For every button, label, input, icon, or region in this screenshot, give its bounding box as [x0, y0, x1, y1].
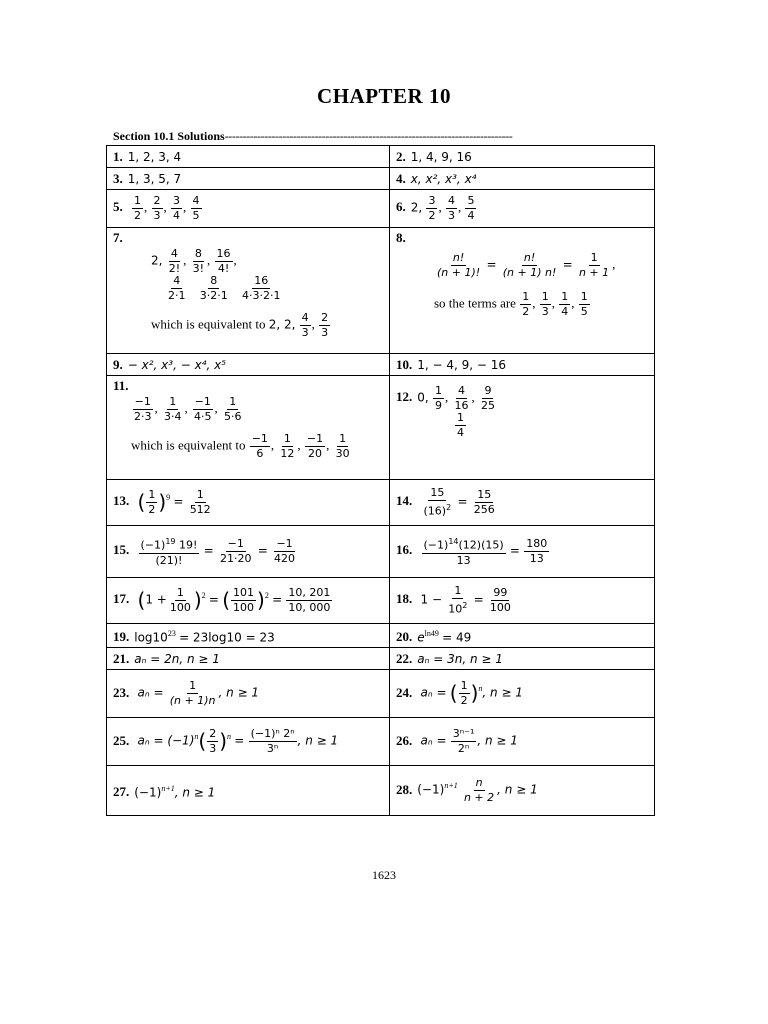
problem-7: 7. 2, $\frac{4}{2!}$ , $\frac{8}{3!}$ , $\frac{16}{4!}$ , $\frac{4}{2\cdot 1}$ $\frac{8}{3\cdot 2\cdot 1}$ $\frac{16}{4\cdot 3\cdot 2\cdot 1}$ which is equivalent to 2, 2, $\frac{4}{3}$ , $\frac{2}{3}$	[107, 228, 390, 354]
fraction: $\frac{3}{4}$	[173, 194, 180, 222]
problem-1	[107, 146, 390, 168]
fraction: $\frac{9}{25}$	[480, 384, 495, 412]
table-row	[107, 354, 655, 376]
problem-8: 8. $\frac{n!}{(n + 1)!}$ = $\frac{n!}{(n + 1) n!}$ = $\frac{1}{n + 1}$ , so the terms are $\frac{1}{2}$ , $\frac{1}{3}$ , $\frac{1}{4}$ , $\frac{1}{5}$	[390, 228, 655, 354]
problem-answer: 1, 3, 5, 7	[127, 171, 182, 186]
fraction: $\frac{-1}{2\cdot 3}$	[134, 395, 152, 423]
problem-number: 12.	[396, 389, 413, 405]
fraction: $\frac{4}{2!}$	[168, 247, 181, 275]
fraction: $\frac{2}{3}$	[321, 311, 329, 339]
table-row	[107, 376, 655, 480]
problem-23: 23. aₙ = $\frac{1}{(n + 1)n}$ , n ≥ 1	[107, 670, 390, 718]
fraction: $\frac{-1}{4\cdot 5}$	[194, 395, 212, 423]
fraction: $\frac{(-1)^{14}(12)(15)}{13}$	[423, 537, 504, 567]
fraction: $\frac{n!}{(n + 1)!}$	[437, 251, 481, 279]
solutions-table	[106, 145, 655, 816]
fraction: $\frac{1}{5\cdot 6}$	[224, 395, 242, 423]
problem-3	[107, 168, 390, 190]
section-title: Section 10.1 Solutions	[113, 129, 225, 143]
problem-number: 9.	[113, 356, 123, 372]
prefix: 2,	[410, 200, 423, 215]
problem-number: 7.	[113, 230, 123, 245]
problem-number: 14.	[396, 493, 413, 509]
problem-number: 6.	[396, 199, 406, 215]
fraction: $\frac{\text{(−1)ⁿ 2ⁿ}}{\text{3ⁿ}}$	[250, 727, 295, 756]
fraction: $\frac{1}{512}$	[189, 488, 211, 516]
problem-25: 25. $a_n = (-1)^n$( $\frac{2}{3}$ )$^n$ = $\frac{\text{(−1)ⁿ 2ⁿ}}{\text{3ⁿ}}$ , n ≥ 1	[107, 718, 390, 766]
fraction: $\frac{2}{3}$	[209, 727, 217, 756]
table-row	[107, 168, 655, 190]
problem-5: 5. $\frac{1}{2}$ , $\frac{2}{3}$ , $\frac{3}{4}$ , $\frac{4}{5}$	[107, 190, 390, 228]
fraction: $\frac{1}{3}$	[541, 290, 549, 318]
fraction: $\frac{4}{16}$	[454, 384, 469, 412]
fraction: $\frac{n}{n + 2}$	[463, 776, 495, 805]
table-row	[107, 228, 655, 354]
problem-answer: 1, − 4, 9, − 16	[417, 357, 507, 372]
fraction: $\frac{16}{4!}$	[216, 247, 231, 275]
table-row	[107, 670, 655, 718]
table-row	[107, 480, 655, 526]
fraction: $\frac{2}{3}$	[153, 194, 161, 222]
table-row	[107, 718, 655, 766]
fraction: $\frac{1}{2}$	[148, 488, 156, 516]
problem-answer: aₙ = 3n, n ≥ 1	[417, 651, 503, 666]
fraction: $\frac{\text{3ⁿ⁻¹}}{\text{2ⁿ}}$	[452, 727, 475, 756]
table-row	[107, 624, 655, 648]
fraction: $\frac{1}{100}$	[169, 586, 191, 614]
problem-number: 11.	[113, 378, 129, 393]
problem-number: 1.	[113, 148, 123, 164]
fraction: $\frac{1}{n + 1}$	[578, 251, 610, 279]
problem-number: 26.	[396, 732, 413, 748]
problem-27: 27. $(-1)^{n+1}$, n ≥ 1	[107, 766, 390, 816]
problem-number: 21.	[113, 650, 130, 666]
fraction: $\frac{-1}{6}$	[251, 432, 268, 460]
problem-answer: aₙ = 2n, n ≥ 1	[134, 651, 220, 666]
problem-19: 19. $\log 10^{23} = 23\log 10 = 23$	[107, 624, 390, 648]
fraction: $\frac{1}{5}$	[580, 290, 588, 318]
problem-number: 5.	[113, 199, 123, 215]
fraction: $\frac{8}{3!}$	[192, 247, 205, 275]
fraction: $\frac{1}{12}$	[280, 432, 295, 460]
fraction: $\frac{n!}{(n + 1) n!}$	[502, 251, 557, 279]
fraction: $\frac{-1}{21\cdot 20}$	[219, 537, 252, 565]
page-number: 1623	[372, 868, 396, 882]
fraction: $\frac{3}{2}$	[428, 194, 436, 222]
problem-14: 14. $\frac{15}{(16)^2}$ = $\frac{15}{256}$	[390, 480, 655, 526]
problem-number: 25.	[113, 732, 130, 748]
problem-number: 2.	[396, 148, 406, 164]
problem-6: 6. 2, $\frac{3}{2}$ , $\frac{4}{3}$ , $\frac{5}{4}$	[390, 190, 655, 228]
fraction: $\frac{-1}{420}$	[274, 537, 296, 565]
exponent: 9	[166, 493, 171, 503]
fraction: $\frac{4}{3}$	[447, 194, 455, 222]
fraction: $\frac{15}{(16)^2}$	[423, 486, 452, 518]
problem-number: 3.	[113, 170, 123, 186]
problem-11: 11. $\frac{-1}{2\cdot 3}$ , $\frac{1}{3\cdot 4}$ , $\frac{-1}{4\cdot 5}$ , $\frac{1}{5\cdot 6}$ which is equivalent to $\frac{-1}{6}$ , $\frac{1}{12}$ , $\frac{-1}{20}$ , $\frac{1}{30}$	[107, 376, 390, 480]
table-row	[107, 190, 655, 228]
problem-16: 16. $\frac{(-1)^{14}(12)(15)}{13}$ = $\frac{180}{13}$	[390, 526, 655, 578]
fraction: $\frac{101}{100}$	[233, 586, 255, 614]
brace-fraction: $\frac{16}{4\cdot 3\cdot 2\cdot 1}$	[242, 274, 281, 302]
problem-number: 4.	[396, 170, 406, 186]
terms-text: so the terms are	[434, 295, 516, 311]
fraction: $\frac{1}{2}$	[134, 194, 141, 222]
fraction: $\frac{1}{2}$	[460, 679, 468, 708]
problem-answer: − x², x³, − x⁴, x⁵	[127, 357, 227, 372]
chapter-title: CHAPTER 10	[317, 84, 451, 108]
problem-24: 24. aₙ = ( $\frac{1}{2}$ )$^n$, n ≥ 1	[390, 670, 655, 718]
problem-2	[390, 146, 655, 168]
problem-9	[107, 354, 390, 376]
problem-answer: 1, 2, 3, 4	[127, 149, 182, 164]
fraction: $\frac{1}{9}$	[434, 384, 442, 412]
problem-17: 17. (1 + $\frac{1}{100}$ )$^2$ = ( $\frac{101}{100}$ )$^2$ = $\frac{10, 201}{10, 000}$	[107, 578, 390, 624]
fraction: $\frac{4}{5}$	[192, 194, 200, 222]
problem-28: 28. $(-1)^{n+1}$ $\frac{n}{n + 2}$ , n ≥ 1	[390, 766, 655, 816]
problem-26: 26. aₙ = $\frac{\text{3ⁿ⁻¹}}{\text{2ⁿ}}$ , n ≥ 1	[390, 718, 655, 766]
problem-number: 16.	[396, 542, 413, 558]
problem-18: 18. 1 − $\frac{1}{10^2}$ = $\frac{99}{100}$	[390, 578, 655, 624]
fraction: $\frac{-1}{20}$	[306, 432, 324, 460]
problem-22	[390, 648, 655, 670]
problem-number: 17.	[113, 591, 130, 607]
problem-4	[390, 168, 655, 190]
fraction: $\frac{(-1)^{19} 19!}{(21)!}$	[140, 537, 198, 567]
problem-21	[107, 648, 390, 670]
problem-number: 23.	[113, 684, 130, 700]
brace-fraction: $\frac{1}{4}$	[457, 411, 464, 439]
fraction: $\frac{10, 201}{10, 000}$	[288, 586, 331, 614]
fraction: $\frac{99}{100}$	[489, 586, 511, 614]
fraction: $\frac{1}{10^2}$	[448, 584, 468, 616]
fraction: $\frac{1}{4}$	[561, 290, 569, 318]
table-row	[107, 146, 655, 168]
section-rule: --------------------------------------------------------------------------------	[224, 129, 513, 143]
problem-15: 15. $\frac{(-1)^{19} 19!}{(21)!}$ = $\frac{-1}{21\cdot 20}$ = $\frac{-1}{420}$	[107, 526, 390, 578]
equivalence-text: which is equivalent to	[151, 316, 266, 332]
fraction: $\frac{1}{3\cdot 4}$	[164, 395, 182, 423]
table-row	[107, 526, 655, 578]
table-row	[107, 648, 655, 670]
problem-number: 15.	[113, 542, 130, 558]
problem-number: 27.	[113, 784, 130, 800]
problem-number: 18.	[396, 591, 413, 607]
problem-number: 8.	[396, 230, 406, 245]
fraction: $\frac{1}{2}$	[522, 290, 530, 318]
problem-number: 28.	[396, 781, 413, 797]
brace-fraction: $\frac{8}{3\cdot 2\cdot 1}$	[199, 274, 228, 302]
problem-13: 13. ( $\frac{1}{2}$ )$^9$ = $\frac{1}{512}$	[107, 480, 390, 526]
prefix: 2, 2,	[268, 317, 296, 332]
problem-number: 22.	[396, 650, 413, 666]
fraction: $\frac{5}{4}$	[467, 194, 475, 222]
fraction: $\frac{1}{(n + 1)n}$	[169, 679, 216, 708]
fraction: $\frac{15}{256}$	[473, 488, 495, 516]
prefix: 2,	[151, 253, 163, 268]
problem-10	[390, 354, 655, 376]
problem-number: 19.	[113, 629, 130, 645]
table-row	[107, 578, 655, 624]
brace-fraction: $\frac{4}{2\cdot 1}$	[168, 274, 186, 302]
problem-20: 20. $e^{ln49} = 49$	[390, 624, 655, 648]
problem-number: 20.	[396, 629, 413, 645]
problem-answer: 1, 4, 9, 16	[410, 149, 472, 164]
problem-answer: x, x², x³, x⁴	[410, 171, 477, 186]
problem-number: 10.	[396, 356, 413, 372]
prefix: 0,	[417, 390, 429, 405]
problem-number: 24.	[396, 684, 413, 700]
problem-number: 13.	[113, 493, 130, 509]
table-row	[107, 766, 655, 816]
section-header	[113, 129, 658, 146]
fraction: $\frac{180}{13}$	[526, 537, 548, 565]
fraction: $\frac{4}{3}$	[301, 311, 309, 339]
problem-12: 12. 0, $\frac{1}{9}$ , $\frac{4}{16}$ , $\frac{9}{25}$ $\frac{1}{4}$	[390, 376, 655, 480]
equivalence-text: which is equivalent to	[131, 437, 246, 453]
fraction: $\frac{1}{30}$	[335, 432, 350, 460]
